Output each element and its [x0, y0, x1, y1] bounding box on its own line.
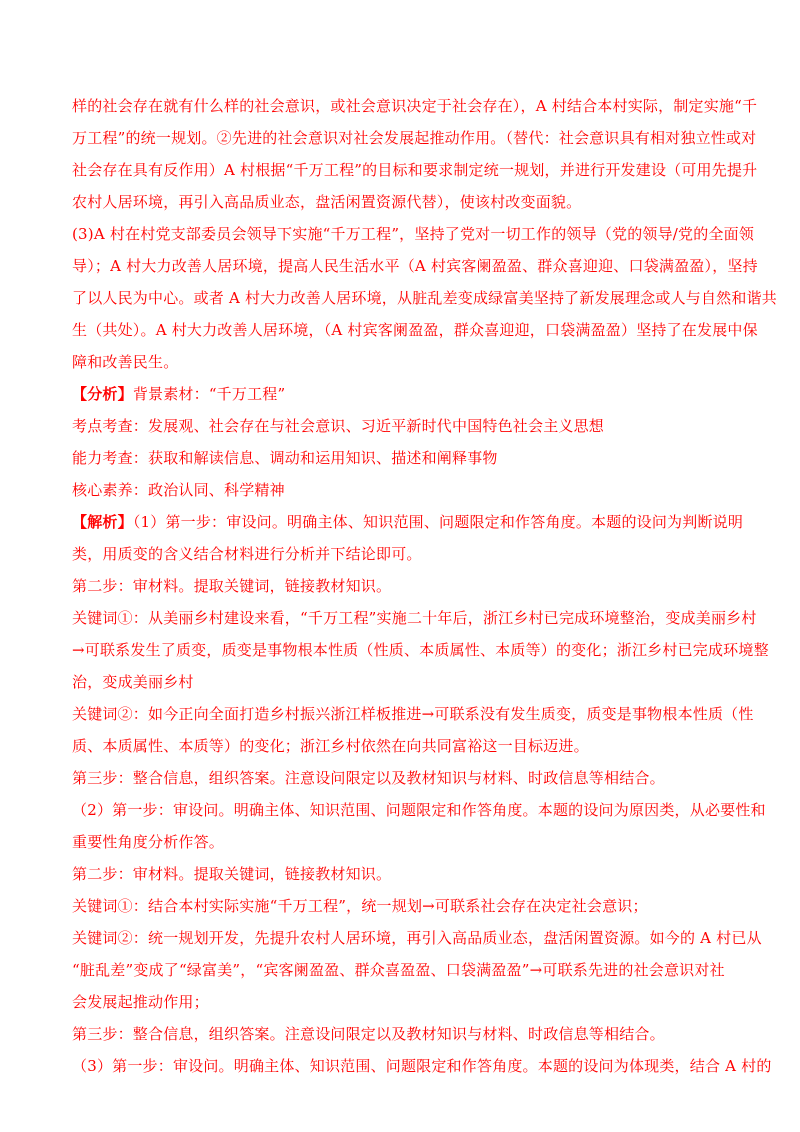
keyword-2-line: 关键词②：如今正向全面打造乡村振兴浙江样板推进→可联系没有发生质变，质变是事物根本性质（性 — [72, 705, 754, 723]
keyword-1-line-2: →可联系发生了质变，质变是事物根本性质（性质、本质属性、本质等）的变化；浙江乡村已完成环境整 — [72, 641, 769, 659]
keyword-2-line-2: 质、本质属性、本质等）的变化；浙江乡村依然在向共同富裕这一目标迈进。 — [72, 737, 589, 755]
answer-line-1: 样的社会存在就有什么样的社会意识，或社会意识决定于社会存在），A 村结合本村实际，制定实施“千 — [72, 97, 758, 115]
literacy-line: 核心素养：政治认同、科学精神 — [72, 481, 285, 499]
part3-line: （3）第一步：审设问。明确主体、知识范围、问题限定和作答角度。本题的设问为体现类，结合 A 村的 — [72, 1057, 772, 1075]
answer-line-8: 生（共处）。A 村大力改善人居环境，（A 村宾客阑盈盈，群众喜迎迎，口袋满盈盈）坚持了在发展中保 — [72, 321, 758, 339]
part2-keyword-2-line: 关键词②：统一规划开发，先提升农村人居环境，再引入高品质业态，盘活闲置资源。如今的 A 村已从 — [72, 929, 762, 947]
keyword-1-line: 关键词①：从美丽乡村建设来看，“千万工程”实施二十年后，浙江乡村已完成环境整治，变成美丽乡村 — [72, 609, 757, 627]
part2-step2-line: 第二步：审材料。提取关键词，链接教材知识。 — [72, 865, 392, 883]
part2-keyword-1-line: 关键词①：结合本村实际实施“千万工程”，统一规划→可联系社会存在决定社会意识； — [72, 897, 648, 915]
step3-line: 第三步：整合信息，组织答案。注意设问限定以及教材知识与材料、时政信息等相结合。 — [72, 769, 665, 787]
part2-line-2: 重要性角度分析作答。 — [72, 833, 225, 851]
explanation-line-2: 类，用质变的含义结合材料进行分析并下结论即可。 — [72, 545, 422, 563]
analysis-tag: 【分析】 — [72, 385, 133, 403]
ability-line: 能力考查：获取和解读信息、调动和运用知识、描述和阐释事物 — [72, 449, 498, 467]
analysis-text: 背景素材：“千万工程” — [132, 385, 286, 403]
keyword-1-line-3: 治，变成美丽乡村 — [72, 673, 194, 691]
part2-keyword-2-line-2: “脏乱差”变成了“绿富美”，“宾客阑盈盈、群众喜盈盈、口袋满盈盈”→可联系先进的社会意识对社 — [72, 961, 725, 979]
step2-line: 第二步：审材料。提取关键词，链接教材知识。 — [72, 577, 392, 595]
answer-line-4: 农村人居环境，再引入高品质业态，盘活闲置资源代替），使该村改变面貌。 — [72, 193, 582, 211]
explanation-line — [72, 512, 744, 532]
answer-line-9: 障和改善民生。 — [72, 353, 179, 371]
exam-points-line: 考点考查：发展观、社会存在与社会意识、习近平新时代中国特色社会主义思想 — [72, 417, 605, 435]
analysis-line — [72, 384, 728, 404]
answer-line-5: (3)A 村在村党支部委员会领导下实施“千万工程”，坚持了党对一切工作的领导（党的领导/党的全面领 — [72, 225, 755, 243]
part2-line: （2）第一步：审设问。明确主体、知识范围、问题限定和作答角度。本题的设问为原因类，从必要性和 — [72, 801, 766, 819]
answer-line-7: 了以人民为中心。或者 A 村大力改善人居环境，从脏乱差变成绿富美坚持了新发展理念或人与自然和谐共 — [72, 289, 777, 307]
part2-step3-line: 第三步：整合信息，组织答案。注意设问限定以及教材知识与材料、时政信息等相结合。 — [72, 1025, 665, 1043]
part2-keyword-2-line-3: 会发展起推动作用； — [72, 993, 209, 1011]
explanation-text: （1）第一步：审设问。明确主体、知识范围、问题限定和作答角度。本题的设问为判断说明 — [132, 513, 744, 531]
answer-line-2: 万工程”的统一规划。②先进的社会意识对社会发展起推动作用。（替代：社会意识具有相对独立性或对 — [72, 129, 757, 147]
explanation-tag: 【解析】 — [72, 513, 133, 531]
answer-line-6: 导）；A 村大力改善人居环境，提高人民生活水平（A 村宾客阑盈盈、群众喜迎迎、口袋满盈盈），坚持 — [72, 257, 758, 275]
answer-line-3: 社会存在具有反作用）A 村根据“千万工程”的目标和要求制定统一规划，并进行开发建设（可用先提升 — [72, 161, 758, 179]
